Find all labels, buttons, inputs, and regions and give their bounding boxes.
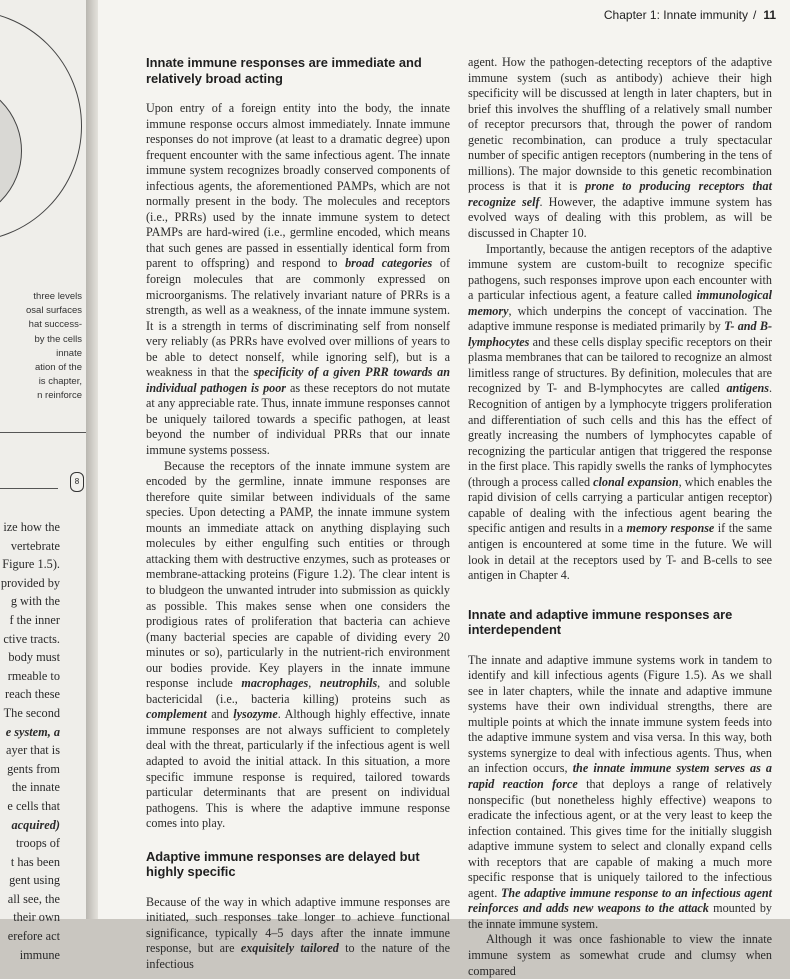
emphasis: immunological memory	[468, 288, 772, 318]
section-heading: Innate and adaptive immune responses are interdependent	[468, 606, 733, 638]
text-run: and	[206, 707, 234, 722]
text-run: Because the receptors of the innate immune system are encoded by the germline, innate immune responses are therefore quite similar between individuals of the same species. Upon detecting a PAMP, the innate immune system mounts an immediate attack on anything displaying such molecules by either engulfing such entities or through attacking them with destructive enzymes, such as proteases or membrane-attacking proteins (Figure 1.2). The clear intent is to bludgeon the unwanted intruder into submission as quickly as possible. This makes sense when one considers the prodigious rates of proliferation that bacteria can achieve (many bacterial species are capable of dividing every 20 minutes or so), particularly in the nutrient-rich environment our bodies provide. Key players in the innate immune response include	[146, 458, 450, 691]
body-line: gents from	[7, 761, 60, 776]
caption-line: three levels	[33, 291, 82, 302]
emphasis: broad categories	[345, 256, 433, 271]
text-run: The innate and adaptive immune systems work in tandem to identify and kill infectious agents (Figure 1.5). As we shall see in later chapters, while the innate and adaptive immune systems have their own individual strengths, there are multiple points at which the innate immune system feeds into the adaptive immune system and visa versa. In this way, both systems synergize to deal with infectious agents. Thus, when an infection occurs,	[468, 652, 772, 776]
body-line: g with the	[10, 594, 60, 609]
caption-line: hat success-	[28, 319, 82, 331]
caption-line: innate	[56, 347, 82, 359]
body-line: ayer that is	[6, 743, 60, 758]
caption-line: ation of the	[34, 362, 82, 374]
body-line: immune	[19, 947, 60, 962]
body-line: f the inner	[9, 612, 60, 627]
emphasis: macrophages	[241, 676, 309, 691]
body-line: The second	[3, 705, 60, 720]
text-run: Because of the way in which adaptive immune responses are initiated, such responses take longer to achieve functional significance, typically 4–5 days after the innate immune response, but are	[146, 894, 450, 956]
text-column-left	[146, 55, 450, 972]
emphasis: acquired)	[11, 817, 60, 832]
emphasis: The adaptive immune response to an infectious agent reinforces and adds new weapons to the attack	[468, 885, 772, 916]
body-line: the innate	[11, 780, 60, 795]
figure-caption-fragment	[0, 290, 82, 404]
text-run: , which underpins the concept of vaccination. The adaptive immune response is mediated primarily by	[468, 303, 772, 334]
body-line: their own	[13, 910, 60, 925]
paragraph	[468, 932, 772, 979]
paragraph	[468, 653, 772, 933]
text-run: . However, the adaptive immune system has evolved ways of dealing with this problem, as will be discussed in Chapter 10.	[468, 194, 772, 241]
body-line: Figure 1.5).	[2, 557, 60, 572]
body-line: all see, the	[7, 891, 60, 906]
text-run: and these cells display specific receptors on their plasma membranes that can be tailored to recognize an almost limitless range of structures. By definition, molecules that are recognized by T- and B-lymphocytes are called	[468, 334, 772, 396]
body-line: t has been	[10, 854, 60, 869]
caption-line: osal surfaces	[26, 305, 82, 317]
body-line: erefore act	[7, 929, 60, 944]
emphasis: neutrophils	[319, 676, 378, 691]
emphasis: antigens	[726, 381, 769, 396]
body-line	[0, 723, 60, 742]
text-run: mounted by the innate immune system.	[468, 901, 772, 931]
text-run: as these receptors do not mutate at any appreciable rate. Thus, innate immune responses cannot be uniquely tailored towards a specific pathogen, at least beyond the number of individual PRRs that our innate immune systems possess.	[146, 380, 450, 458]
sidebar-badge-icon: 8	[70, 472, 84, 492]
chapter-title: Chapter 1: Innate immunity	[603, 8, 748, 22]
paragraph	[146, 895, 450, 973]
paragraph	[468, 242, 772, 584]
body-line: gent using	[9, 873, 60, 888]
section-heading: Adaptive immune responses are delayed but highly specific	[146, 848, 420, 880]
running-head	[604, 8, 776, 22]
right-page	[98, 0, 790, 978]
text-run: Upon entry of a foreign entity into the body, the innate immune response occurs almost immediately. Innate immune responses do not improve (at least to a dramatic degree) upon frequent encounter with the same infectious agent. The innate immune system recognizes broadly conserved components of infectious agents, the aforementioned PAMPs, which are not normally present in the body. The molecules and receptors (i.e., PRRs) used by the innate immune system to detect PAMPs are hard-wired (i.e., germline encoded, which means that such genes are passed in essentially identical form from parent to offspring) and respond to	[146, 101, 450, 271]
body-line	[0, 816, 60, 835]
separator: /	[752, 8, 757, 22]
text-run: agent. How the pathogen-detecting receptors of the adaptive immune system (such as antibody) achieve their high specificity will be discussed at length in later chapters, but in brief this involves the shuffling of a relatively small number of receptor precursors that, through the power of random genetic recombination, can produce a truly spectacular number of specific antigen receptors (numbering in the tens of millions). The major downside to this genetic recombination process is that it is	[468, 55, 772, 194]
paragraph	[468, 55, 772, 242]
emphasis: e system, a	[5, 724, 60, 739]
left-page	[0, 0, 86, 962]
text-run: , which enables the rapid division of cells carrying a particular antigen receptor) capable of dealing with the infectious agent bearing the specific antigen and results in a	[468, 474, 772, 536]
caption-line: is chapter,	[38, 376, 82, 388]
emphasis: clonal expansion	[593, 474, 679, 489]
text-run: that deploys a range of relatively nonspecific (but nonetheless highly effective) weapons to eradicate the infectious agent, or at the very least to keep the infection contained. This gives time for the initially sluggish adaptive immune system to select and clonally expand cells with receptors that are capable of making a much more specific response that is uniquely tailored to the infectious agent.	[468, 776, 772, 900]
paragraph	[146, 101, 450, 459]
body-line: provided by	[0, 575, 60, 590]
text-column-right	[468, 55, 772, 979]
body-line: e cells that	[7, 798, 60, 813]
body-line: reach these	[5, 687, 60, 702]
body-line: rmeable to	[7, 668, 60, 683]
emphasis: exquisitely tailored	[240, 941, 339, 956]
body-line: vertebrate	[10, 538, 60, 553]
left-body-text-fragment	[0, 518, 60, 964]
caption-line: n reinforce	[37, 390, 82, 402]
emphasis: complement	[146, 707, 207, 722]
body-line: ize how the	[3, 520, 60, 534]
body-line: troops of	[15, 836, 60, 851]
emphasis: specificity of a given PRR towards an individual pathogen is poor	[146, 365, 450, 395]
emphasis: T- and B-lymphocytes	[468, 319, 772, 349]
body-line: ctive tracts.	[3, 631, 60, 646]
text-run: to the nature of the infectious	[146, 941, 450, 971]
text-run: Importantly, because the antigen receptors of the adaptive immune system are custom-built to recognize specific pathogens, such responses improve upon each encounter with a particular infectious agent, a feature called	[468, 241, 772, 303]
emphasis: the innate immune system serves as a rapid reaction force	[468, 761, 773, 791]
paragraph	[146, 459, 450, 832]
text-run: ,	[308, 676, 320, 691]
book-gutter	[86, 0, 98, 919]
section-heading: Innate immune responses are immediate and relatively broad acting	[146, 55, 422, 86]
caption-line: by the cells	[34, 333, 82, 345]
page-number: 11	[763, 8, 776, 22]
text-run: if the same antigen is encountered at some time in the future. We will look in detail at the receptors used by T- and B-cells to see antigen in Chapter 4.	[468, 521, 772, 583]
text-run: . Recognition of antigen by a lymphocyte triggers proliferation and differentiation of such cells and this has the effect of greatly increasing the numbers of lymphocytes capable of recognizing the particular antigen that triggered the response in the first place. This rapidly swells the ranks of lymphocytes (through a process called	[468, 381, 772, 489]
divider	[0, 488, 58, 489]
text-run: . Although highly effective, innate immune responses are not always sufficient to completely deal with the threat, particularly if the infectious agent is well adapted to avoid the initial attack. In this situation, a more specific immune response is required, tailored towards particular determinants that are present on individual pathogens. This is where the adaptive immune response comes into play.	[146, 707, 450, 831]
text-run: , and soluble bactericidal (i.e., bacteria killing) proteins such as	[146, 676, 450, 706]
emphasis: lysozyme	[233, 707, 278, 722]
emphasis: prone to producing receptors that recognize self	[468, 179, 772, 209]
body-line: body must	[8, 650, 60, 665]
divider	[0, 432, 86, 433]
emphasis: memory response	[626, 521, 715, 536]
text-run: of foreign molecules that are commonly expressed on microorganisms. The relatively invariant nature of PRRs is a strength, as well as a weakness, of the innate immune system. It is a strength in terms of discriminating self from nonself very reliably (as PRRs have evolved over millions of years to be able to detect nonself, while ignoring self), but is a weakness in that the	[146, 256, 450, 380]
text-run: Although it was once fashionable to view the innate immune system as somewhat crude and clumsy when compared	[468, 932, 772, 978]
